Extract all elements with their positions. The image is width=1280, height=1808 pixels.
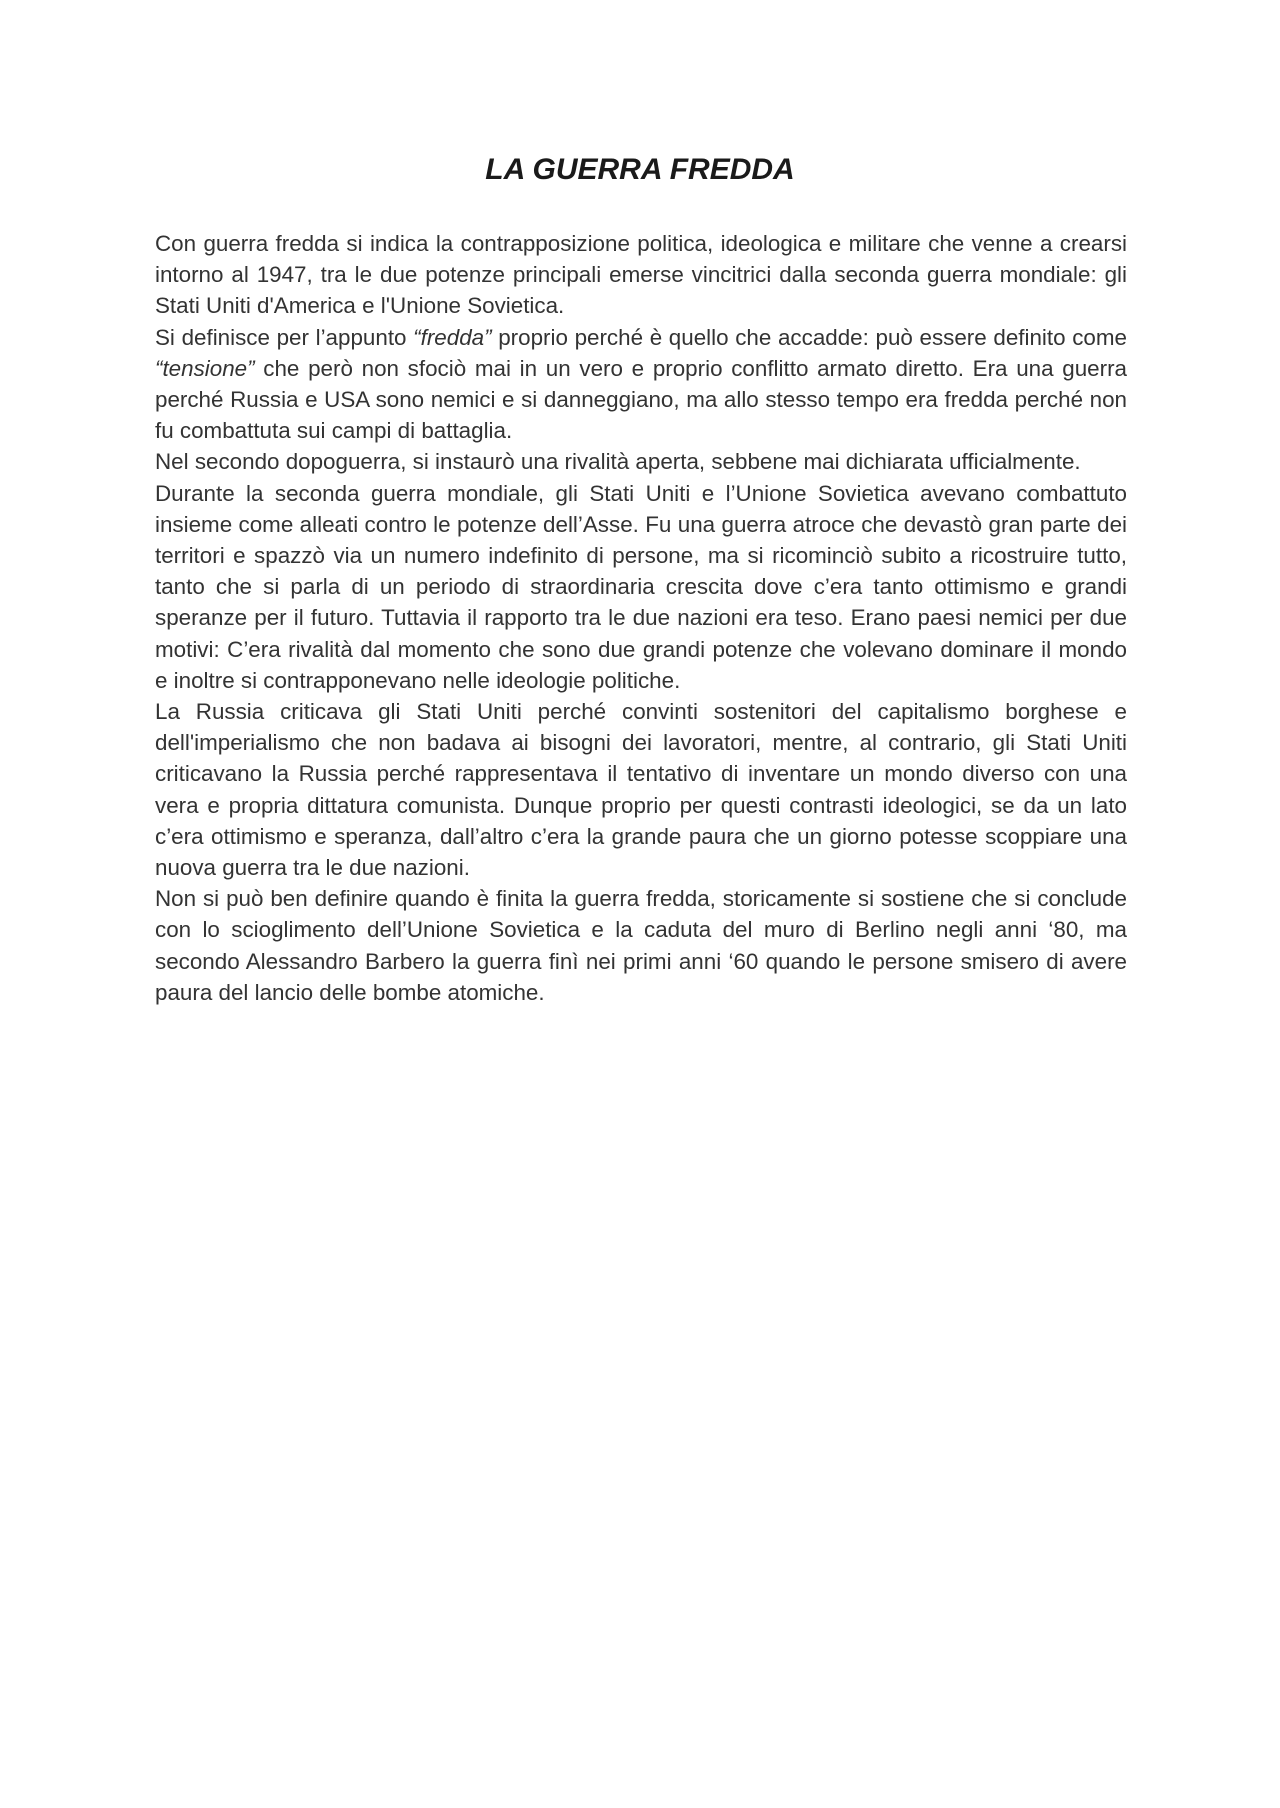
paragraph-fredda-meaning <box>155 322 1127 447</box>
document-body <box>155 228 1127 1008</box>
paragraph-definition: Con guerra fredda si indica la contrapposizione politica, ideologica e militare che venne a crearsi intorno al 1947, tra le due potenze principali emerse vincitrici dalla seconda guerra mondiale: gli Stati Uniti d'America e l'Unione Sovietica. <box>155 231 1127 319</box>
paragraph-fredda-meaning-part2: proprio perché è quello che accadde: può essere definito come <box>491 324 1127 350</box>
emphasis-tensione: “tensione” <box>155 355 255 381</box>
paragraph-ideologie: La Russia criticava gli Stati Uniti perché convinti sostenitori del capitalismo borghese e dell'imperialismo che non badava ai bisogni dei lavoratori, mentre, al contrario, gli Stati Uniti criticavano la Russia perché rappresentava il tentativo di inventare un mondo diverso con una vera e propria dittatura comunista. Dunque proprio per questi contrasti ideologici, se da un lato c’era ottimismo e speranza, dall’altro c’era la grande paura che un giorno potesse scoppiare una nuova guerra tra le due nazioni. <box>155 699 1127 881</box>
paragraph-dopoguerra: Nel secondo dopoguerra, si instaurò una rivalità aperta, sebbene mai dichiarata ufficialmente. <box>155 449 1081 475</box>
document-title: LA GUERRA FREDDA <box>485 153 795 186</box>
paragraph-fredda-meaning-part3: che però non sfociò mai in un vero e proprio conflitto armato diretto. Era una guerra perché Russia e USA sono nemici e si danneggiano, ma allo stesso tempo era fredda perché non fu combattuta sui campi di battaglia. <box>155 355 1127 444</box>
paragraph-alleati: Durante la seconda guerra mondiale, gli Stati Uniti e l’Unione Sovietica avevano combattuto insieme come alleati contro le potenze dell’Asse. Fu una guerra atroce che devastò gran parte dei territori e spazzò via un numero indefinito di persone, ma si ricominciò subito a ricostruire tutto, tanto che si parla di un periodo di straordinaria crescita dove c’era tanto ottimismo e grandi speranze per il futuro. Tuttavia il rapporto tra le due nazioni era teso. Erano paesi nemici per due motivi: C’era rivalità dal momento che sono due grandi potenze che volevano dominare il mondo e inoltre si contrapponevano nelle ideologie politiche. <box>155 480 1127 693</box>
paragraph-fine-guerra: Non si può ben definire quando è finita la guerra fredda, storicamente si sostiene che si conclude con lo scioglimento dell’Unione Sovietica e la caduta del muro di Berlino negli anni ‘80, ma secondo Alessandro Barbero la guerra finì nei primi anni ‘60 quando le persone smisero di avere paura del lancio delle bombe atomiche. <box>155 886 1127 1005</box>
paragraph-fredda-meaning-part1: Si definisce per l’appunto <box>155 324 414 350</box>
emphasis-fredda: “fredda” <box>413 324 492 350</box>
